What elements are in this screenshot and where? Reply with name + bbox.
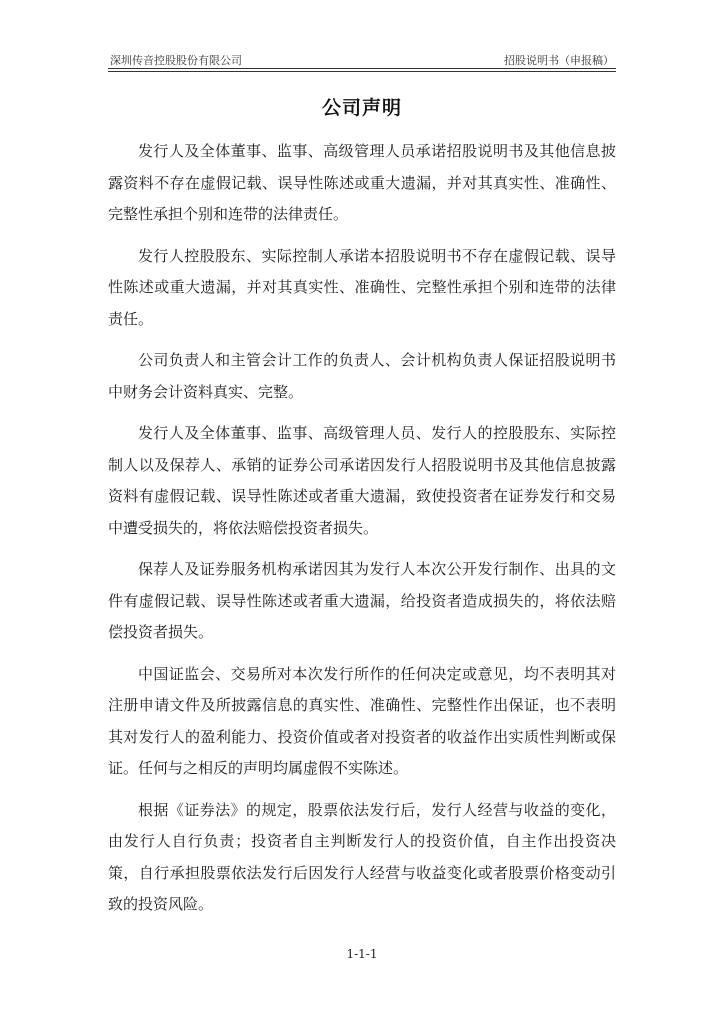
page-header bbox=[108, 46, 616, 69]
page-title: 公司声明 bbox=[321, 97, 402, 119]
statement-paragraph-3: 公司负责人和主管会计工作的负责人、会计机构负责人保证招股说明书中财务会计资料真实、完整。 bbox=[108, 351, 616, 401]
statement-paragraph-2: 发行人控股股东、实际控制人承诺本招股说明书不存在虚假记载、误导性陈述或重大遗漏，并对其真实性、准确性、完整性承担个别和连带的法律责任。 bbox=[108, 246, 616, 328]
page-number: 1-1-1 bbox=[346, 947, 378, 961]
header-company-name: 深圳传音控股股份有限公司 bbox=[110, 54, 242, 67]
header-divider bbox=[108, 71, 616, 72]
statement-paragraph-1: 发行人及全体董事、监事、高级管理人员承诺招股说明书及其他信息披露资料不存在虚假记载、误导性陈述或重大遗漏，并对其真实性、准确性、完整性承担个别和连带的法律责任。 bbox=[108, 142, 616, 223]
statement-body bbox=[108, 136, 616, 931]
statement-paragraph-6: 中国证监会、交易所对本次发行所作的任何决定或意见，均不表明其对注册申请文件及所披露信息的真实性、准确性、完整性作出保证，也不表明其对发行人的盈利能力、投资价值或者对投资者的收益作出实质性判断或保证。任何与之相反的声明均属虚假不实陈述。 bbox=[108, 664, 616, 777]
statement-paragraph-7: 根据《证券法》的规定，股票依法发行后，发行人经营与收益的变化，由发行人自行负责；投资者自主判断发行人的投资价值，自主作出投资决策，自行承担股票依法发行后因发行人经营与收益变化或者股票价格变动引致的投资风险。 bbox=[108, 800, 616, 913]
statement-paragraph-5: 保荐人及证券服务机构承诺因其为发行人本次公开发行制作、出具的文件有虚假记载、误导性陈述或者重大遗漏，给投资者造成损失的，将依法赔偿投资者损失。 bbox=[108, 560, 616, 641]
header-document-type: 招股说明书（申报稿） bbox=[504, 54, 614, 67]
statement-paragraph-4: 发行人及全体董事、监事、高级管理人员、发行人的控股股东、实际控制人以及保荐人、承销的证券公司承诺因发行人招股说明书及其他信息披露资料有虚假记载、误导性陈述或者重大遗漏，致使投资者在证券发行和交易中遭受损失的，将依法赔偿投资者损失。 bbox=[108, 424, 616, 537]
